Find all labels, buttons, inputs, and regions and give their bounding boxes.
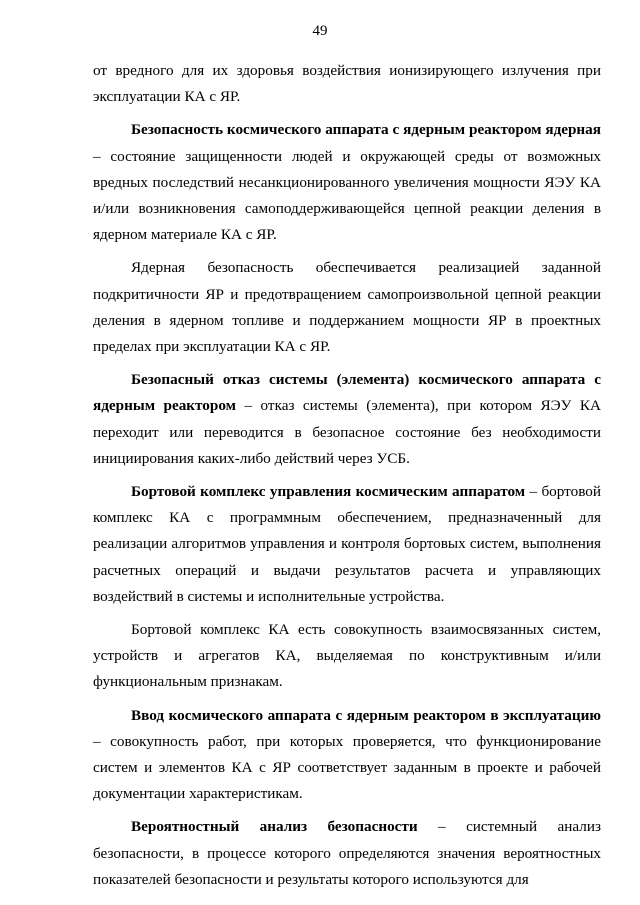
definition-text: – состояние защищенности людей и окружающей среды от возможных вредных последствий несанкционированного увеличения мощности ЯЭУ КА и/или возникновения самоподдерживающейся цепной реакции деления в ядерном материале КА с ЯР. [93, 147, 601, 244]
definition-text: – системный анализ безопасности, в процессе которого определяются значения вероятностных показателей безопасности и результаты которого используются для [93, 818, 601, 888]
paragraph-5 [93, 479, 601, 610]
paragraph-2 [93, 117, 601, 248]
term-heading: Вероятностный анализ безопасности [131, 818, 418, 836]
paragraph-8 [93, 814, 601, 893]
term-heading: Безопасный отказ системы (элемента) космического аппарата с ядерным реактором [93, 371, 601, 415]
paragraph-4 [93, 367, 601, 472]
definition-text: – совокупность работ, при которых проверяется, что функционирование систем и элементов КА с ЯР соответствует заданным в проекте и рабочей документации характеристикам. [93, 732, 601, 803]
paragraph-text: от вредного для их здоровья воздействия ионизирующего излучения при эксплуатации КА с ЯР. [93, 62, 601, 106]
term-heading: Бортовой комплекс управления космическим аппаратом [131, 483, 526, 501]
document-body [93, 58, 601, 900]
term-heading: Безопасность космического аппарата с ядерным реактором ядерная [131, 121, 601, 139]
definition-text: – бортовой комплекс КА с программным обеспечением, предназначенный для реализации алгоритмов управления и контроля бортовых систем, выполнения расчетных операций и выдачи результатов расчета и управляющих воздействий в системы и исполнительные устройства. [93, 483, 601, 605]
definition-text: – отказ системы (элемента), при котором ЯЭУ КА переходит или переводится в безопасное состояние без необходимости инициирования каких-либо действий через УСБ. [93, 397, 601, 467]
page-number: 49 [312, 23, 328, 39]
paragraph-3 [93, 255, 601, 360]
paragraph-1 [93, 58, 601, 110]
term-heading: Ввод космического аппарата с ядерным реактором в эксплуатацию [131, 706, 601, 724]
paragraph-7 [93, 703, 601, 808]
paragraph-6 [93, 617, 601, 696]
paragraph-text: Бортовой комплекс КА есть совокупность взаимосвязанных систем, устройств и агрегатов КА, выделяемая по конструктивным и/или функциональным признакам. [93, 621, 601, 691]
paragraph-text: Ядерная безопасность обеспечивается реализацией заданной подкритичности ЯР и предотвращением самопроизвольной цепной реакции деления в ядерном топливе и поддержанием мощности ЯР в проектных пределах при эксплуатации КА с ЯР. [93, 259, 601, 356]
